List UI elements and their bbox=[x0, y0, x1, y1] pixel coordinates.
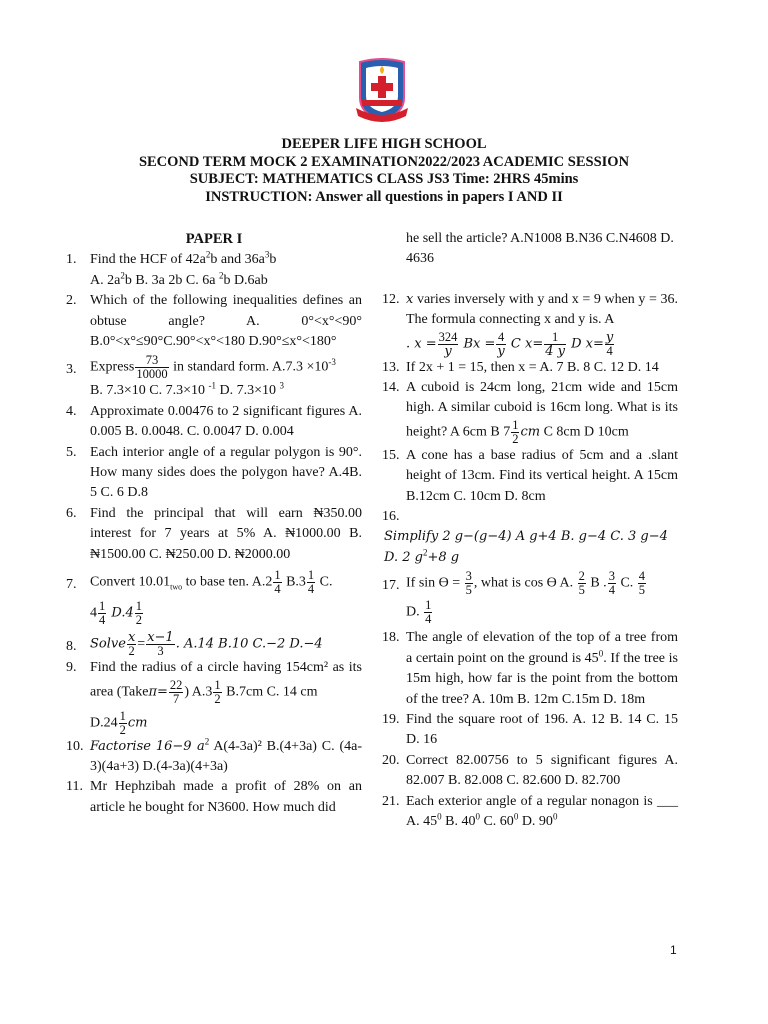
question-8: 8. Solve $\frac{x}{2}$ = $\frac{x-1}{3}$ . A.14 B.10 C.−2 D.−4 bbox=[66, 630, 323, 659]
question-20: 20. Correct 82.00756 to 5 significant figures A. 82.007 B. 82.008 C. 82.600 D. 82.700 bbox=[382, 752, 678, 789]
question-16-expression: Simplify 2 g−(g−4) A g+4 B. g−4 C. 3 g−4 D. 2 $g^2+8$ g bbox=[384, 529, 668, 565]
fraction: $\frac{3}{5}$ bbox=[465, 569, 472, 598]
question-17: 17. If sin Ɵ = $\frac{3}{5}$ , what is cos Ɵ A. $\frac{2}{5}$ B . $\frac{3}{4}$ C. $\frac{4}{5}$ D. $\frac{1}{4}$ bbox=[382, 569, 646, 627]
fraction: $\frac{1}{2}$ bbox=[214, 677, 221, 706]
question-16: 16. bbox=[382, 509, 400, 525]
question-19: 19. Find the square root of 196. A. 12 B. 14 C. 15 D. 16 bbox=[382, 711, 678, 748]
fraction: $\frac{4}{5}$ bbox=[638, 569, 646, 598]
fraction: $\frac{324}{y}$ bbox=[438, 329, 458, 359]
question-9: 9. Find the radius of a circle having 154cm² as its area (Takeπ= $\frac{22}{7}$ ) A.3 $\frac{1}{2}$ B.7cm C. 14 cm D.24 $\frac{1}{2}$ cm bbox=[66, 660, 362, 737]
question-12: 12. x varies inversely with y and x = 9 when y = 36. The formula connecting x and y is. A . x = $\frac{324}{y}$ Bx = $\frac{4}{y}$ C x= $\frac{1}{4 y}$ D x= $\frac{y}{4}$ bbox=[382, 291, 678, 359]
question-3: 3. Express $\frac{73}{10000}$ in standard form. $A.7.3 \times 10^{-3}$ B. 7.3×10 C. 7.3×10 $^{-1}$ D. 7.3×10 $^3$ bbox=[66, 353, 336, 399]
fraction: $\frac{2}{5}$ bbox=[578, 569, 585, 598]
question-18: 18. The angle of elevation of the top of a tree from a certain point on the ground is $45^0$. If the tree is 15m high, how far is the point from the bottom of the tree? A. 10m B. 12m C.15m D. 18m bbox=[382, 630, 679, 707]
exam-title: SECOND TERM MOCK 2 EXAMINATION2022/2023 ACADEMIC SESSION bbox=[138, 153, 630, 170]
right-column bbox=[382, 229, 678, 832]
fraction: $\frac{1}{4 y}$ bbox=[545, 329, 565, 359]
fraction: $\frac{4}{y}$ bbox=[497, 329, 505, 359]
page-number: 1 bbox=[670, 943, 677, 957]
question-11: 11. Mr Hephzibah made a profit of 28% on an article he bought for N3600. How much did bbox=[66, 779, 362, 815]
exam-header bbox=[0, 136, 768, 206]
question-21: 21. Each exterior angle of a regular nonagon is ___ A. $45^0$ B. $40^0$ C. $60^0$ D. $90^0$ bbox=[382, 793, 678, 829]
fraction: $\frac{x}{2}$ bbox=[127, 630, 136, 659]
fraction: $\frac{1}{4}$ bbox=[307, 568, 315, 597]
question-14: 14. A cuboid is 24cm long, 21cm wide and 15cm high. A similar cuboid is 16cm long. What is its height? A 6cm B 7 $\frac{1}{2}$ cm C 8cm D 10cm bbox=[382, 380, 678, 446]
question-6: 6. Find the principal that will earn ₦350.00 interest for 7 years at 5% A. ₦1000.00 B. ₦1500.00 C. ₦250.00 D. ₦2000.00 bbox=[66, 505, 362, 562]
left-column bbox=[66, 229, 362, 818]
question-13: 13. If 2x + 1 = 15, then x = A. 7 B. 8 C. 12 D. 14 bbox=[382, 359, 659, 375]
question-7: 7. Convert $10.01_{two}$ to base ten. A.2 $\frac{1}{4}$ B.3 $\frac{1}{4}$ C. 4 $\frac{1}{4}$ D.4 $\frac{1}{2}$ bbox=[66, 568, 333, 628]
fraction: $\frac{1}{4}$ bbox=[99, 599, 106, 628]
instruction-line: INSTRUCTION: Answer all questions in papers I AND II bbox=[205, 188, 563, 205]
question-2: 2. Which of the following inequalities defines an obtuse angle? A. 0°<x°<90° B.0°<x°≤90°C.90°<x°<180 D.90°≤x°<180° bbox=[66, 293, 362, 350]
question-11-continued: he sell the article? A.N1008 B.N36 C.N4608 D. 4636 bbox=[406, 231, 674, 267]
question-15: 15. A cone has a base radius of 5cm and a .slant height of 13cm. Find its vertical height. A 15cm B.12cm C. 10cm D. 8cm bbox=[382, 447, 678, 504]
fraction: $\frac{y}{4}$ bbox=[605, 329, 614, 358]
fraction: $\frac{73}{10000}$ bbox=[136, 353, 168, 382]
fraction: $\frac{1}{2}$ bbox=[119, 708, 126, 737]
question-1: 1. Find the HCF of $42a^2b$ and $36a^3b$ A. $2a^2b$ B. 3a 2b C. 6a $^2$b D.6ab bbox=[66, 249, 277, 288]
school-name: DEEPER LIFE HIGH SCHOOL bbox=[281, 136, 487, 152]
subject-line: SUBJECT: MATHEMATICS CLASS JS3 Time: 2HRS 45mins bbox=[189, 171, 579, 187]
paper-title: PAPER I bbox=[185, 231, 243, 247]
fraction: $\frac{3}{4}$ bbox=[608, 569, 615, 598]
question-10: 10. Factorise 16−9 $a^2$ A(4-3a)² B.(4+3a) C. (4a-3)(4a+3) D.(4-3a)(4+3a) bbox=[66, 735, 362, 774]
fraction: $\frac{1}{4}$ bbox=[274, 568, 281, 597]
question-5: 5. Each interior angle of a regular polygon is 90°. How many sides does the polygon have? A.4B. 5 C. 6 D.8 bbox=[66, 444, 362, 501]
fraction: $\frac{1}{2}$ bbox=[512, 417, 519, 446]
school-logo bbox=[354, 58, 410, 126]
fraction: $\frac{x-1}{3}$ bbox=[147, 630, 174, 659]
question-4: 4. Approximate 0.00476 to 2 significant figures A. 0.005 B. 0.0048. C. 0.0047 D. 0.004 bbox=[66, 403, 362, 440]
fraction: $\frac{1}{2}$ bbox=[135, 599, 142, 628]
fraction: $\frac{1}{4}$ bbox=[425, 598, 432, 627]
fraction: $\frac{22}{7}$ bbox=[169, 677, 183, 706]
